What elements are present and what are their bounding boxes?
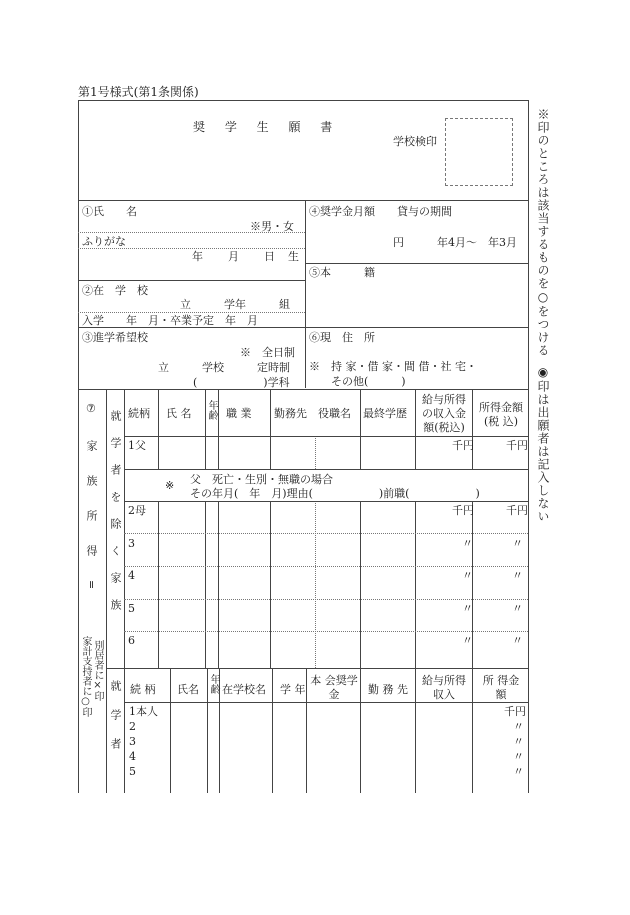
family-row-3-ditto-salary: 〃 (462, 537, 473, 550)
students-row-4: 4 (129, 750, 136, 763)
family-header-occupation: 職 業 (226, 407, 252, 420)
frame-left (78, 100, 79, 793)
family-row-father-income-unit: 千円 (506, 439, 528, 452)
deceased-note-line1: 父 死亡・生別・無職の場合 (190, 473, 333, 486)
stamp-box[interactable] (445, 118, 513, 186)
students-header-scholarship: 本 会奨学金 (310, 674, 358, 701)
family-row-4-ditto-salary: 〃 (462, 569, 473, 582)
desired-school-type: ※ 全日制 (240, 346, 295, 359)
students-row-2-ditto: 〃 (513, 720, 524, 733)
scholarship-value: 円 年4月～ 年3月 (393, 236, 517, 249)
students-header-name: 氏名 (177, 683, 199, 696)
students-row-5: 5 (129, 765, 136, 778)
family-vertical-sub: 就学者を除く家族 (109, 410, 122, 626)
birth-date: 年 月 日 生 (192, 250, 300, 263)
family-row-5: 5 (128, 602, 135, 615)
separate-note: 別居者に×印 (92, 640, 103, 701)
students-row-2: 2 (129, 720, 136, 733)
school-label: ②在 学 校 (82, 284, 148, 297)
students-header-income: 所 得金 額 (482, 674, 520, 701)
family-header-age: 年齢 (206, 400, 217, 420)
students-row-self-unit: 千円 (504, 705, 526, 718)
desired-school-name: 立 学校 定時制 (158, 361, 290, 374)
students-row-3-ditto: 〃 (513, 735, 524, 748)
family-row-6: 6 (128, 634, 135, 647)
frame-right (528, 100, 529, 793)
students-header-school: 在学校名 (222, 683, 266, 696)
family-number: ⑦ (86, 402, 96, 415)
family-row-mother-salary-unit: 千円 (452, 504, 474, 517)
family-row-4: 4 (128, 569, 135, 582)
students-header-relation: 続 柄 (130, 683, 156, 696)
family-row-3-ditto-income: 〃 (512, 537, 523, 550)
students-header-workplace: 勤 務 先 (368, 683, 408, 696)
address-line2: その他( ) (331, 375, 406, 388)
family-header-name: 氏 名 (166, 407, 192, 420)
students-header-grade: 学 年 (280, 683, 306, 696)
family-row-5-ditto-salary: 〃 (462, 602, 473, 615)
school-detail: 立 学年 組 (180, 298, 290, 311)
scholarship-label: ④奨学金月額 貸与の期間 (309, 205, 452, 218)
frame-top (78, 100, 528, 101)
enrollment: 入学 年 月・卒業予定 年 月 (82, 314, 258, 327)
family-row-6-ditto-salary: 〃 (462, 634, 473, 647)
family-header-income: 所得金額(税 込) (479, 401, 523, 428)
deceased-note-line2: その年月( 年 月)理由( )前職( ) (190, 487, 480, 500)
address-label: ⑥現 住 所 (309, 331, 375, 344)
margin-note-applicant: ◉印は出願者は記入しない (536, 365, 550, 523)
family-header-salary: 給与所得の収入金額(税込) (422, 393, 466, 434)
family-header-education: 最終学歴 (363, 407, 407, 420)
family-row-father-salary-unit: 千円 (452, 439, 474, 452)
students-header-salary: 給与所得収入 (422, 674, 466, 701)
desired-school-label: ③進学希望校 (82, 331, 148, 344)
family-row-mother: 2母 (128, 504, 146, 517)
family-row-5-ditto-income: 〃 (512, 602, 523, 615)
family-row-3: 3 (128, 537, 135, 550)
desired-school-dept: ( )学科 (193, 376, 290, 389)
students-vertical: 就学者 (109, 680, 122, 767)
form-label: 第1号様式(第1条関係) (78, 85, 199, 99)
stamp-label: 学校検印 (393, 135, 437, 148)
gender-options[interactable]: ※男・女 (250, 220, 294, 233)
students-row-3: 3 (129, 735, 136, 748)
deceased-mark: ※ (165, 479, 175, 492)
students-row-4-ditto: 〃 (513, 750, 524, 763)
name-label: ①氏 名 (82, 205, 137, 218)
address-line1: ※ 持 家・借 家・間 借・社 宅・ (309, 360, 477, 373)
students-row-5-ditto: 〃 (513, 765, 524, 778)
family-row-6-ditto-income: 〃 (512, 634, 523, 647)
margin-note-circle: ※印のところは該当するものを○をつける (536, 108, 550, 357)
family-header-workplace: 勤務先 役職名 (274, 407, 351, 420)
family-vertical-title: 家族所得= (85, 440, 98, 614)
supporter-note: 家計支持者に○印 (80, 636, 91, 717)
honseki-label: ⑤本 籍 (309, 266, 375, 279)
furigana-label: ふりがな (82, 235, 126, 248)
students-header-age: 年齢 (208, 674, 219, 694)
family-row-4-ditto-income: 〃 (512, 569, 523, 582)
form-title: 奨 学 生 願 書 (193, 120, 341, 134)
students-row-self: 1本人 (129, 705, 158, 718)
family-row-father: 1父 (128, 439, 146, 452)
family-header-relation: 続柄 (128, 407, 150, 420)
family-row-mother-income-unit: 千円 (506, 504, 528, 517)
